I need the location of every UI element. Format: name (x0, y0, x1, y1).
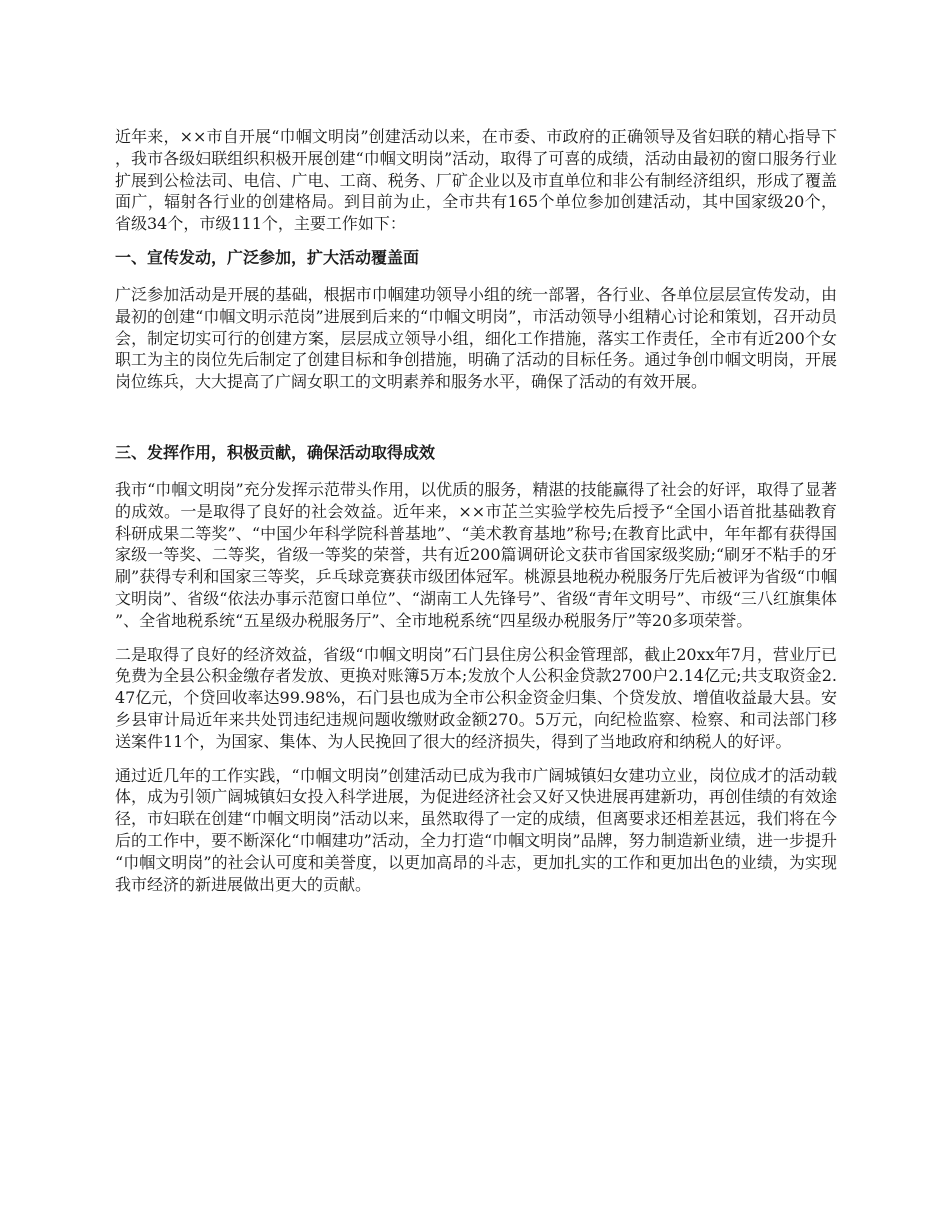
section1-heading: 一、宣传发动，广泛参加，扩大活动覆盖面 (115, 247, 420, 267)
spacer (115, 235, 837, 247)
spacer (115, 393, 837, 442)
spacer (115, 269, 837, 284)
section3-paragraph-2: 二是取得了良好的经济效益，省级“巾帼文明岗”石门县住房公积金管理部，截止20xx年7月，营业厅已免费为全县公积金缴存者发放、更换对账簿5万本;发放个人公积金贷款2700户2.14亿元;共支取资金2.47亿元，个贷回收率达99.98%，石门县也成为全市公积金资金归集、个贷发放、增值收益最大县。安乡县审计局近年来共处罚违纪违规问题收缴财政金额270。5万元，向纪检监察、检察、和司法部门移送案件11个，为国家、集体、为人民挽回了很大的经济损失，得到了当地政府和纳税人的好评。 (115, 644, 837, 751)
section3-paragraph-3: 通过近几年的工作实践，“巾帼文明岗”创建活动已成为我市广阔城镇妇女建功立业，岗位成才的活动载体，成为引领广阔城镇妇女投入科学进展，为促进经济社会又好又快进展再建新功，再创佳绩的有效途径，市妇联在创建“巾帼文明岗”活动以来，虽然取得了一定的成绩，但离要求还相差甚远，我们将在今后的工作中，要不断深化“巾帼建功”活动，全力打造“巾帼文明岗”品牌，努力制造新业绩，进一步提升“巾帼文明岗”的社会认可度和美誉度，以更加高昂的斗志，更加扎实的工作和更加出色的业绩，为实现我市经济的新进展做出更大的贡献。 (115, 765, 837, 894)
spacer (115, 753, 837, 765)
section3-heading: 三、发挥作用，积极贡献，确保活动取得成效 (115, 442, 436, 462)
section1-paragraph: 广泛参加活动是开展的基础，根据市巾帼建功领导小组的统一部署，各行业、各单位层层宣传发动，由最初的创建“巾帼文明示范岗”进展到后来的“巾帼文明岗”，市活动领导小组精心讨论和策划，召开动员会，制定切实可行的创建方案，层层成立领导小组，细化工作措施，落实工作责任，全市有近200个女职工为主的岗位先后制定了创建目标和争创措施，明确了活动的目标任务。通过争创巾帼文明岗，开展岗位练兵，大大提高了广阔女职工的文明素养和服务水平，确保了活动的有效开展。 (115, 284, 837, 392)
intro-paragraph: 近年来，××市自开展“巾帼文明岗”创建活动以来，在市委、市政府的正确领导及省妇联的精心指导下，我市各级妇联组织积极开展创建“巾帼文明岗”活动，取得了可喜的成绩，活动由最初的窗口服务行业扩展到公检法司、电信、广电、工商、税务、厂矿企业以及市直单位和非公有制经济组织，形成了覆盖面广，辐射各行业的创建格局。到目前为止，全市共有165个单位参加创建活动，其中国家级20个，省级34个，市级111个，主要工作如下： (115, 127, 837, 234)
spacer (115, 632, 837, 644)
section3-paragraph-1: 我市“巾帼文明岗”充分发挥示范带头作用，以优质的服务，精湛的技能赢得了社会的好评，取得了显著的成效。一是取得了良好的社会效益。近年来，××市芷兰实验学校先后授予“全国小语首批基础教育科研成果二等奖”、“中国少年科学院科普基地”、“美术教育基地”称号;在教育比武中，年年都有获得国家级一等奖、二等奖，省级一等奖的荣誉，共有近200篇调研论文获市省国家级奖励;“刷牙不粘手的牙刷”获得专利和国家三等奖，乒乓球竞赛获市级团体冠军。桃源县地税办税服务厅先后被评为省级“巾帼文明岗”、省级“依法办事示范窗口单位”、“湖南工人先锋号”、省级“青年文明号”、市级“三八红旗集体”、全省地税系统“五星级办税服务厅”、全市地税系统“四星级办税服务厅”等20多项荣誉。 (115, 479, 837, 630)
spacer (115, 464, 837, 479)
document-page (115, 126, 837, 895)
